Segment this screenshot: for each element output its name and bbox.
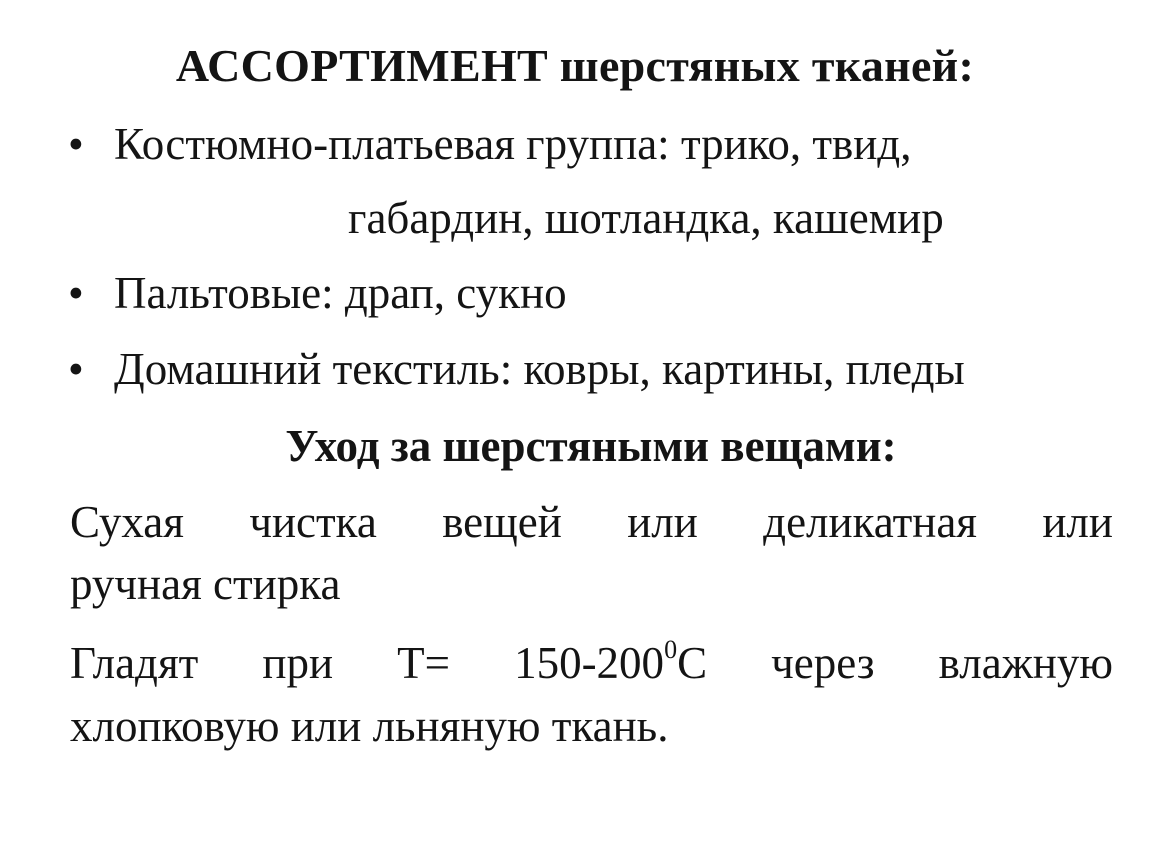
word: или: [1042, 497, 1113, 547]
word: влажную: [938, 638, 1113, 688]
care-paragraph-1-line-2: ручная стирка: [70, 559, 341, 609]
word: деликатная: [763, 497, 977, 547]
temperature-unit: С: [677, 638, 708, 688]
care-paragraph-2-line-1: [70, 635, 1113, 691]
word: Сухая: [70, 497, 184, 547]
slide-title: АССОРТИМЕНТ шерстяных тканей:: [175, 40, 975, 91]
bullet-item-home-textile: [68, 341, 965, 397]
bullet-item-coat: [68, 265, 567, 321]
degree-superscript: 0: [664, 635, 678, 664]
bullet-text: Домашний текстиль: ковры, картины, пледы: [114, 344, 965, 394]
bullet-icon: •: [68, 344, 84, 394]
bullet-continuation: габардин, шотландка, кашемир: [348, 193, 944, 243]
word: через: [771, 638, 875, 688]
word: при: [262, 638, 334, 688]
word: Т=: [397, 638, 450, 688]
care-paragraph-1-line-1: [70, 494, 1113, 550]
temperature: [514, 635, 707, 691]
care-title: Уход за шерстяными вещами:: [285, 421, 897, 471]
word: или: [627, 497, 698, 547]
word: чистка: [249, 497, 377, 547]
bullet-icon: •: [68, 268, 84, 318]
bullet-icon: •: [68, 119, 84, 169]
temperature-value: 150-200: [514, 638, 665, 688]
word: вещей: [442, 497, 562, 547]
bullet-text: Костюмно-платьевая группа: трико, твид,: [114, 119, 912, 169]
word: Гладят: [70, 638, 199, 688]
bullet-text: Пальтовые: драп, сукно: [114, 268, 567, 318]
bullet-item-suit-dress: [68, 116, 911, 172]
care-paragraph-2-line-2: хлопковую или льняную ткань.: [70, 701, 669, 751]
